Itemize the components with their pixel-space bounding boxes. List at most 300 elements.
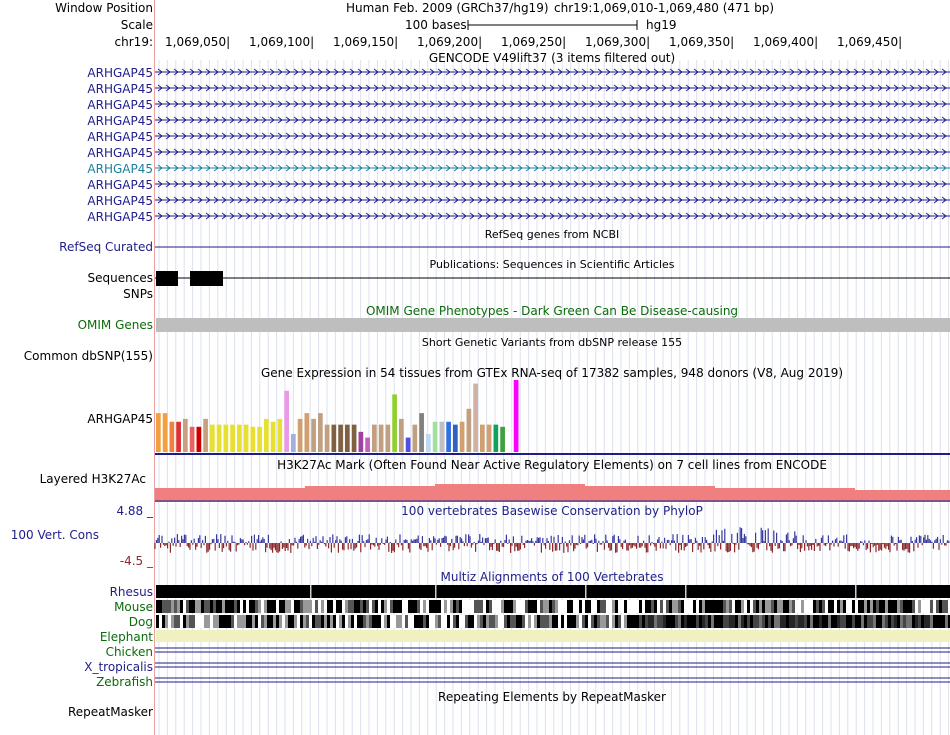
multiz-cell: [573, 600, 576, 613]
multiz-cell: [411, 600, 414, 613]
multiz-cell: [318, 615, 321, 628]
multiz-cell: [636, 600, 639, 613]
multiz-cell: [576, 600, 579, 613]
multiz-cell: [237, 615, 240, 628]
multiz-species-label[interactable]: Elephant: [99, 630, 153, 644]
gtex-tissue-bar: [197, 427, 202, 452]
gtex-title[interactable]: Gene Expression in 54 tissues from GTEx RNA-seq of 17382 samples, 948 donors (V8, Aug 2019): [260, 366, 844, 380]
multiz-cell: [243, 615, 246, 628]
multiz-cell: [867, 600, 870, 613]
h3k27ac-signal: [155, 484, 950, 502]
multiz-cell: [615, 615, 618, 628]
multiz-cell: [549, 615, 552, 628]
multiz-cell: [420, 615, 423, 628]
gencode-item-label[interactable]: ARHGAP45: [87, 82, 153, 96]
omim-gene-bar: [156, 318, 950, 332]
multiz-cell: [309, 600, 312, 613]
multiz-cell: [300, 615, 303, 628]
multiz-cell: [597, 615, 600, 628]
multiz-cell: [408, 600, 411, 613]
multiz-cell: [258, 600, 261, 613]
multiz-cell: [480, 600, 483, 613]
multiz-cell: [747, 600, 750, 613]
gtex-tissue-bar: [224, 425, 229, 452]
gencode-track[interactable]: [155, 64, 950, 224]
multiz-cell: [537, 600, 540, 613]
multiz-cell: [768, 600, 771, 613]
snps-label[interactable]: SNPs: [123, 287, 153, 301]
multiz-cell: [729, 600, 732, 613]
phylop-track[interactable]: [155, 515, 950, 570]
multiz-cell: [438, 600, 441, 613]
multiz-cell: [180, 615, 183, 628]
multiz-cell: [516, 600, 519, 613]
omim-title[interactable]: OMIM Gene Phenotypes - Dark Green Can Be Disease-causing: [365, 304, 739, 318]
gtex-gene-label[interactable]: ARHGAP45: [87, 412, 153, 426]
gtex-tissue-bar: [210, 425, 215, 452]
gencode-item-label[interactable]: ARHGAP45: [87, 162, 153, 176]
multiz-cell: [234, 615, 237, 628]
multiz-cell: [441, 615, 444, 628]
publication-block[interactable]: [156, 271, 178, 286]
multiz-cell: [453, 615, 456, 628]
multiz-cell: [531, 600, 534, 613]
multiz-cell: [735, 600, 738, 613]
multiz-cell: [339, 600, 342, 613]
multiz-cell: [336, 600, 339, 613]
multiz-cell: [165, 600, 168, 613]
multiz-cell: [744, 600, 747, 613]
multiz-cell: [198, 600, 201, 613]
multiz-cell: [756, 600, 759, 613]
multiz-cell: [477, 600, 480, 613]
multiz-cell: [399, 600, 402, 613]
gtex-tissue-bar: [352, 425, 357, 452]
h3k27ac-title[interactable]: H3K27Ac Mark (Often Found Near Active Regulatory Elements) on 7 cell lines from ENCODE: [277, 458, 827, 472]
gtex-tissue-bar: [278, 419, 283, 452]
h3k27ac-track[interactable]: [155, 480, 950, 502]
multiz-cell: [378, 600, 381, 613]
phylop-title[interactable]: 100 vertebrates Basewise Conservation by PhyloP: [401, 504, 703, 518]
multiz-cell: [345, 615, 348, 628]
multiz-cell: [570, 615, 573, 628]
multiz-cell: [168, 615, 171, 628]
refseq-track[interactable]: [155, 240, 950, 254]
gtex-track[interactable]: [155, 380, 950, 456]
gtex-tissue-bar: [440, 422, 445, 452]
sequences-label[interactable]: Sequences: [87, 271, 153, 285]
gtex-tissue-bar: [183, 419, 188, 452]
multiz-cell: [339, 615, 342, 628]
multiz-cell: [666, 600, 669, 613]
multiz-cell: [849, 600, 852, 613]
multiz-cell: [879, 600, 882, 613]
multiz-cell: [900, 600, 903, 613]
multiz-cell: [870, 600, 873, 613]
multiz-block: [635, 615, 950, 628]
multiz-cell: [393, 600, 396, 613]
scale-bar: [467, 18, 639, 32]
multiz-cell: [234, 600, 237, 613]
multiz-cell: [474, 615, 477, 628]
multiz-cell: [750, 600, 753, 613]
gencode-item-label[interactable]: ARHGAP45: [87, 146, 153, 160]
multiz-cell: [516, 615, 519, 628]
multiz-cell: [420, 600, 423, 613]
gtex-tissue-bar: [419, 413, 424, 452]
dbsnp-title[interactable]: Short Genetic Variants from dbSNP release 155: [421, 336, 683, 349]
multiz-cell: [519, 615, 522, 628]
gtex-tissue-bar: [311, 419, 316, 452]
multiz-cell: [615, 600, 618, 613]
multiz-cell: [546, 615, 549, 628]
multiz-cell: [198, 615, 201, 628]
multiz-cell: [555, 615, 558, 628]
multiz-cell: [270, 600, 273, 613]
multiz-cell: [678, 600, 681, 613]
multiz-cell: [663, 600, 666, 613]
multiz-title[interactable]: Multiz Alignments of 100 Vertebrates: [440, 570, 664, 584]
multiz-cell: [552, 600, 555, 613]
multiz-cell: [528, 615, 531, 628]
gtex-tissue-bar: [359, 432, 364, 452]
multiz-cell: [603, 600, 606, 613]
multiz-cell: [822, 600, 825, 613]
multiz-cell: [573, 615, 576, 628]
phylop-min-label: -4.5 _: [119, 554, 153, 568]
multiz-cell: [270, 615, 273, 628]
multiz-cell: [627, 615, 630, 628]
gtex-tissue-bar: [453, 425, 458, 452]
multiz-cell: [531, 615, 534, 628]
multiz-cell: [240, 600, 243, 613]
multiz-cell: [606, 600, 609, 613]
multiz-cell: [348, 600, 351, 613]
multiz-cell: [285, 600, 288, 613]
multiz-cell: [183, 615, 186, 628]
multiz-cell: [249, 615, 252, 628]
gtex-tissue-bar: [379, 425, 384, 452]
multiz-cell: [471, 600, 474, 613]
gtex-tissue-bar: [305, 413, 310, 452]
gtex-tissue-bar: [318, 413, 323, 452]
multiz-cell: [264, 600, 267, 613]
multiz-cell: [579, 615, 582, 628]
multiz-cell: [426, 615, 429, 628]
phylop-max-label: 4.88 _: [116, 504, 153, 518]
multiz-cell: [303, 615, 306, 628]
multiz-cell: [324, 600, 327, 613]
multiz-cell: [240, 615, 243, 628]
multiz-cell: [588, 600, 591, 613]
multiz-cell: [366, 615, 369, 628]
gencode-item-label[interactable]: ARHGAP45: [87, 130, 153, 144]
multiz-cell: [207, 600, 210, 613]
gencode-item-label[interactable]: ARHGAP45: [87, 178, 153, 192]
multiz-cell: [267, 615, 270, 628]
multiz-cell: [558, 615, 561, 628]
gtex-tissue-bar: [156, 413, 161, 452]
multiz-cell: [546, 600, 549, 613]
multiz-cell: [498, 615, 501, 628]
multiz-cell: [441, 600, 444, 613]
multiz-cell: [561, 600, 564, 613]
multiz-cell: [255, 600, 258, 613]
multiz-cell: [543, 600, 546, 613]
multiz-cell: [462, 615, 465, 628]
multiz-cell: [936, 600, 939, 613]
multiz-cell: [429, 615, 432, 628]
multiz-cell: [225, 615, 228, 628]
multiz-cell: [381, 615, 384, 628]
multiz-cell: [825, 600, 828, 613]
multiz-cell: [828, 600, 831, 613]
multiz-cell: [654, 600, 657, 613]
multiz-cell: [228, 600, 231, 613]
multiz-cell: [876, 600, 879, 613]
multiz-cell: [360, 600, 363, 613]
multiz-cell: [378, 615, 381, 628]
gencode-item-label[interactable]: ARHGAP45: [87, 98, 153, 112]
gencode-item-label[interactable]: ARHGAP45: [87, 210, 153, 224]
ruler-tick-label: 1,069,450|: [837, 35, 903, 49]
multiz-cell: [579, 600, 582, 613]
multiz-cell: [384, 600, 387, 613]
multiz-cell: [576, 615, 579, 628]
multiz-cell: [162, 615, 165, 628]
multiz-cell: [303, 600, 306, 613]
multiz-cell: [570, 600, 573, 613]
multiz-track[interactable]: [155, 584, 950, 690]
multiz-cell: [609, 615, 612, 628]
multiz-cell: [600, 615, 603, 628]
multiz-cell: [588, 615, 591, 628]
multiz-cell: [945, 600, 948, 613]
multiz-cell: [837, 600, 840, 613]
multiz-cell: [276, 615, 279, 628]
multiz-cell: [192, 615, 195, 628]
multiz-cell: [333, 615, 336, 628]
multiz-cell: [312, 600, 315, 613]
multiz-cell: [777, 600, 780, 613]
repeatmasker-title[interactable]: Repeating Elements by RepeatMasker: [438, 690, 666, 704]
multiz-cell: [801, 600, 804, 613]
multiz-cell: [459, 615, 462, 628]
ruler-tick-label: 1,069,200|: [417, 35, 483, 49]
multiz-cell: [612, 600, 615, 613]
multiz-cell: [264, 615, 267, 628]
ruler-tick-label: 1,069,300|: [585, 35, 651, 49]
multiz-cell: [387, 615, 390, 628]
ruler-tick-label: 1,069,050|: [165, 35, 231, 49]
multiz-cell: [168, 600, 171, 613]
gtex-tissue-bar: [500, 427, 505, 452]
multiz-cell: [438, 615, 441, 628]
multiz-cell: [714, 600, 717, 613]
multiz-cell: [210, 615, 213, 628]
multiz-cell: [702, 600, 705, 613]
multiz-cell: [333, 600, 336, 613]
multiz-cell: [468, 600, 471, 613]
ruler-tick-label: 1,069,150|: [333, 35, 399, 49]
multiz-cell: [630, 600, 633, 613]
multiz-cell: [390, 615, 393, 628]
gtex-tissue-bar: [372, 425, 377, 452]
publications-title[interactable]: Publications: Sequences in Scientific Articles: [429, 258, 675, 271]
repeatmasker-label[interactable]: RepeatMasker: [67, 705, 153, 719]
multiz-cell: [396, 600, 399, 613]
multiz-cell: [186, 600, 189, 613]
multiz-cell: [657, 600, 660, 613]
omim-label[interactable]: OMIM Genes: [77, 318, 153, 332]
multiz-cell: [222, 600, 225, 613]
multiz-cell: [753, 600, 756, 613]
multiz-cell: [399, 615, 402, 628]
multiz-cell: [237, 600, 240, 613]
multiz-cell: [300, 600, 303, 613]
gtex-tissue-bar: [399, 419, 404, 452]
publication-block[interactable]: [190, 271, 223, 286]
gencode-item-label[interactable]: ARHGAP45: [87, 194, 153, 208]
gtex-tissue-bar: [251, 427, 256, 452]
ruler-tick-label: 1,069,250|: [501, 35, 567, 49]
multiz-cell: [798, 600, 801, 613]
multiz-species-label[interactable]: Rhesus: [109, 585, 153, 599]
multiz-cell: [366, 600, 369, 613]
multiz-cell: [342, 615, 345, 628]
multiz-species-label[interactable]: Dog: [128, 615, 153, 629]
multiz-cell: [459, 600, 462, 613]
multiz-cell: [858, 600, 861, 613]
multiz-cell: [345, 600, 348, 613]
multiz-cell: [852, 600, 855, 613]
multiz-cell: [873, 600, 876, 613]
multiz-cell: [279, 600, 282, 613]
multiz-cell: [492, 615, 495, 628]
gtex-tissue-bar: [392, 394, 397, 452]
multiz-cell: [324, 615, 327, 628]
multiz-cell: [267, 600, 270, 613]
multiz-cell: [534, 600, 537, 613]
multiz-cell: [585, 600, 588, 613]
gtex-tissue-bar: [176, 422, 181, 452]
gtex-tissue-bar: [170, 422, 175, 452]
multiz-cell: [696, 600, 699, 613]
multiz-cell: [513, 600, 516, 613]
multiz-cell: [342, 600, 345, 613]
multiz-cell: [444, 600, 447, 613]
gencode-item-label[interactable]: ARHGAP45: [87, 66, 153, 80]
multiz-cell: [471, 615, 474, 628]
gencode-item-label[interactable]: ARHGAP45: [87, 114, 153, 128]
multiz-cell: [585, 615, 588, 628]
multiz-cell: [375, 615, 378, 628]
gtex-tissue-bar: [473, 384, 478, 452]
multiz-cell: [549, 600, 552, 613]
multiz-cell: [159, 600, 162, 613]
multiz-cell: [492, 600, 495, 613]
multiz-species-label[interactable]: Mouse: [114, 600, 153, 614]
multiz-cell: [363, 600, 366, 613]
multiz-cell: [564, 615, 567, 628]
refseq-title[interactable]: RefSeq genes from NCBI: [484, 228, 620, 241]
multiz-cell: [522, 600, 525, 613]
multiz-cell: [759, 600, 762, 613]
phylop-positive-scores: [156, 527, 948, 543]
multiz-species-label[interactable]: X_tropicalis: [84, 660, 153, 674]
refseq-label[interactable]: RefSeq Curated: [59, 240, 153, 254]
gtex-tissue-bar: [203, 419, 208, 452]
multiz-cell: [174, 615, 177, 628]
ruler-tick-label: 1,069,100|: [249, 35, 315, 49]
multiz-cell: [651, 600, 654, 613]
multiz-cell: [327, 615, 330, 628]
multiz-species-label[interactable]: Chicken: [105, 645, 153, 659]
multiz-cell: [165, 615, 168, 628]
multiz-cell: [312, 615, 315, 628]
multiz-cell: [225, 600, 228, 613]
gtex-tissue-bar: [271, 422, 276, 452]
multiz-cell: [171, 600, 174, 613]
multiz-cell: [243, 600, 246, 613]
multiz-cell: [261, 600, 264, 613]
multiz-cell: [450, 600, 453, 613]
multiz-cell: [909, 600, 912, 613]
position-readout: chr19:1,069,010-1,069,480 (471 bp): [554, 1, 775, 15]
publications-track[interactable]: [155, 269, 950, 287]
multiz-cell: [288, 600, 291, 613]
multiz-cell: [432, 615, 435, 628]
multiz-cell: [444, 615, 447, 628]
multiz-cell: [807, 600, 810, 613]
multiz-cell: [687, 600, 690, 613]
multiz-cell: [627, 600, 630, 613]
multiz-cell: [942, 600, 945, 613]
multiz-cell: [387, 600, 390, 613]
multiz-cell: [174, 600, 177, 613]
multiz-cell: [222, 615, 225, 628]
scale-db: hg19: [646, 18, 677, 32]
multiz-cell: [474, 600, 477, 613]
multiz-cell: [501, 600, 504, 613]
phylop-label[interactable]: 100 Vert. Cons: [10, 528, 99, 542]
multiz-cell: [843, 600, 846, 613]
multiz-cell: [369, 600, 372, 613]
multiz-cell: [732, 600, 735, 613]
multiz-cell: [717, 600, 720, 613]
multiz-cell: [624, 600, 627, 613]
multiz-cell: [315, 600, 318, 613]
multiz-cell: [177, 615, 180, 628]
multiz-cell: [477, 615, 480, 628]
gtex-tissue-bar: [386, 425, 391, 452]
multiz-cell: [204, 615, 207, 628]
chrom-label: chr19:: [114, 35, 153, 49]
multiz-cell: [273, 600, 276, 613]
omim-track[interactable]: [155, 318, 950, 333]
gencode-title[interactable]: GENCODE V49lift37 (3 items filtered out): [428, 51, 676, 65]
multiz-cell: [408, 615, 411, 628]
gtex-tissue-bar: [467, 409, 472, 452]
multiz-cell: [453, 600, 456, 613]
dbsnp-label[interactable]: Common dbSNP(155): [23, 349, 153, 363]
multiz-cell: [789, 600, 792, 613]
multiz-species-label[interactable]: Zebrafish: [96, 675, 153, 689]
multiz-cell: [252, 600, 255, 613]
multiz-cell: [603, 615, 606, 628]
assembly-title: Human Feb. 2009 (GRCh37/hg19): [346, 1, 549, 15]
h3k27ac-label[interactable]: Layered H3K27Ac: [39, 472, 146, 486]
